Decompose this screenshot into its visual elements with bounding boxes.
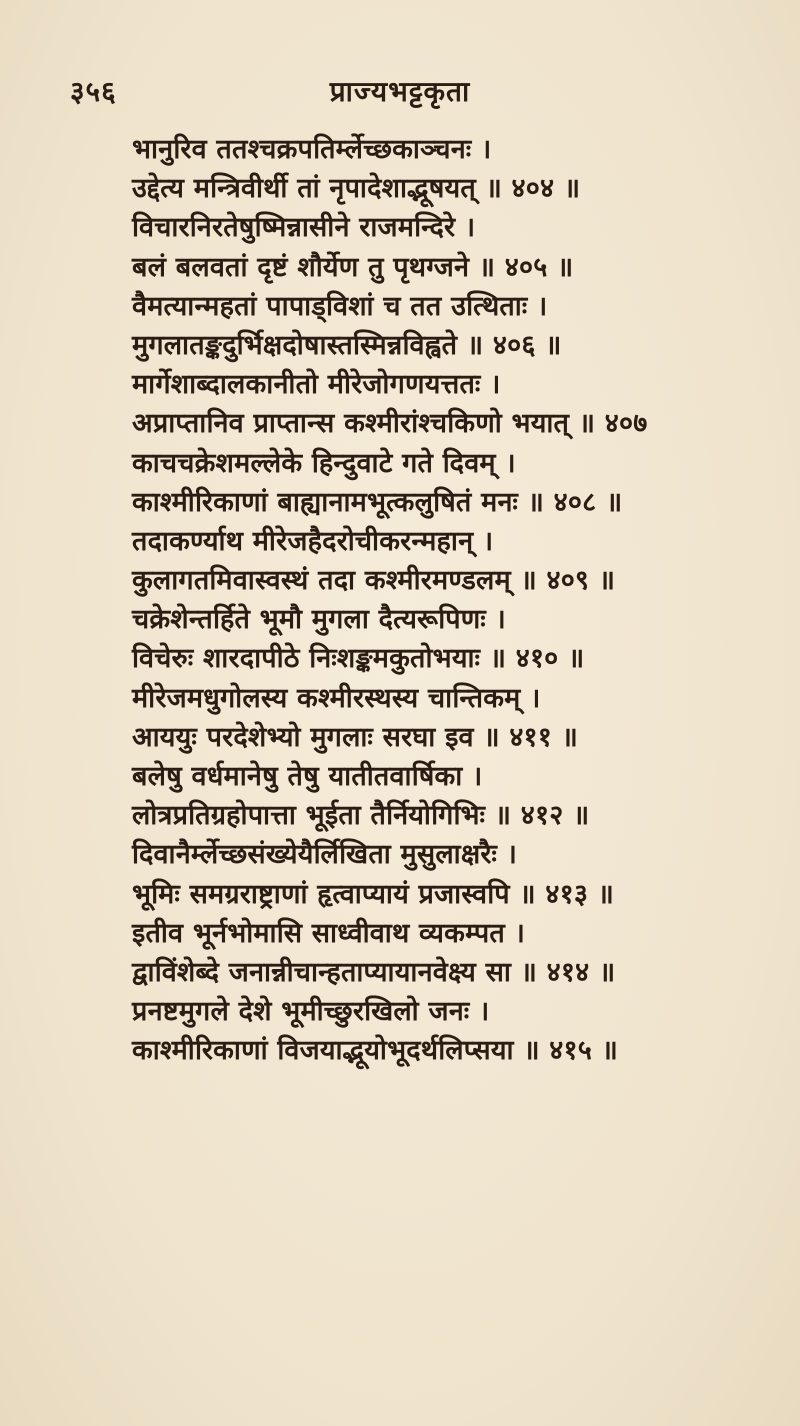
verse-line: बलं बलवतां दृष्टं शौर्येण तु पृथग्जने ॥ ४०५ ॥ (132, 251, 574, 283)
verse-line: प्रनष्टमुगले देशे भूमीच्छुरखिलो जनः । (132, 996, 490, 1028)
verse-line: कुलागतमिवास्वस्थं तदा कश्मीरमण्डलम् ॥ ४०९ ॥ (132, 565, 616, 597)
verse-line: काश्मीरिकाणां विजयाद्भूयोभूदर्थलिप्सया ॥ ४१५ ॥ (132, 1035, 618, 1067)
page-header (70, 72, 730, 112)
verse-line: दिवानैर्म्लेच्छसंख्येयैर्लिखिता मुसुलाक्षरैः । (132, 839, 518, 871)
verse-line: इतीव भूर्नभोमासि साध्वीवाथ व्यकम्पत । (132, 917, 526, 949)
verse-line: अप्राप्तानिव प्राप्तान्स कश्मीरांश्चकिणो भयात् ॥ ४०७ (132, 408, 648, 440)
verse-line: चक्रेशेन्तर्हिते भूमौ मुगला दैत्यरूपिणः । (132, 604, 506, 636)
running-title: प्राज्यभट्टकृता (329, 75, 471, 108)
verse-line: भूमिः समग्रराष्ट्राणां हृत्वाप्यायं प्रजास्वपि ॥ ४१३ ॥ (132, 878, 615, 910)
verse-line: काश्मीरिकाणां बाह्यानामभूत्कलुषितं मनः ॥ ४०८ ॥ (132, 486, 623, 518)
verse-line: विचेरुः शारदापीठे निःशङ्कमकुतोभयाः ॥ ४१० ॥ (132, 643, 585, 675)
verse-line: भानुरिव ततश्चक्रपतिर्म्लेच्छकाञ्चनः । (132, 134, 492, 165)
verse-line: मुगलातङ्कदुर्भिक्षदोषास्तस्मिन्नविह्वते ॥ ४०६ ॥ (132, 329, 562, 361)
verse-line: वैमत्यान्महतां पापाड्विशां च तत उत्थिताः । (132, 290, 548, 322)
verse-line: द्वाविंशेब्दे जनान्नीचान्हताप्यायानवेक्ष्य सा ॥ ४१४ ॥ (132, 956, 616, 988)
verse-line: विचारनिरतेषुष्मिन्नासीने राजमन्दिरे । (132, 212, 476, 244)
verse-text-block (132, 130, 740, 1071)
page-number: ३५६ (70, 75, 117, 108)
verse-line: मार्गेशाब्दालकानीतो मीरेजोगणयत्ततः । (132, 369, 501, 401)
verse-line: तदाकर्ण्याथ मीरेजहैदरोचीकरन्महान् । (132, 525, 494, 557)
verse-line: लोत्रप्रतिग्रहोपात्ता भूईता तैर्नियोगिभिः ॥ ४१२ ॥ (132, 800, 590, 832)
verse-line: बलेषु वर्धमानेषु तेषु यातीतवार्षिका । (132, 761, 483, 792)
verse-line: मीरेजमधुगोलस्य कश्मीरस्थस्य चान्तिकम् । (132, 682, 541, 714)
verse-line: उद्देत्य मन्त्रिवीर्थी तां नृपादेशाद्भूषयत् ॥ ४०४ ॥ (132, 173, 581, 205)
verse-line: आययुः परदेशेभ्यो मुगलाः सरघा इव ॥ ४११ ॥ (132, 721, 579, 753)
verse-line: काचचक्रेशमल्लेके हिन्दुवाटे गते दिवम् । (132, 447, 516, 479)
